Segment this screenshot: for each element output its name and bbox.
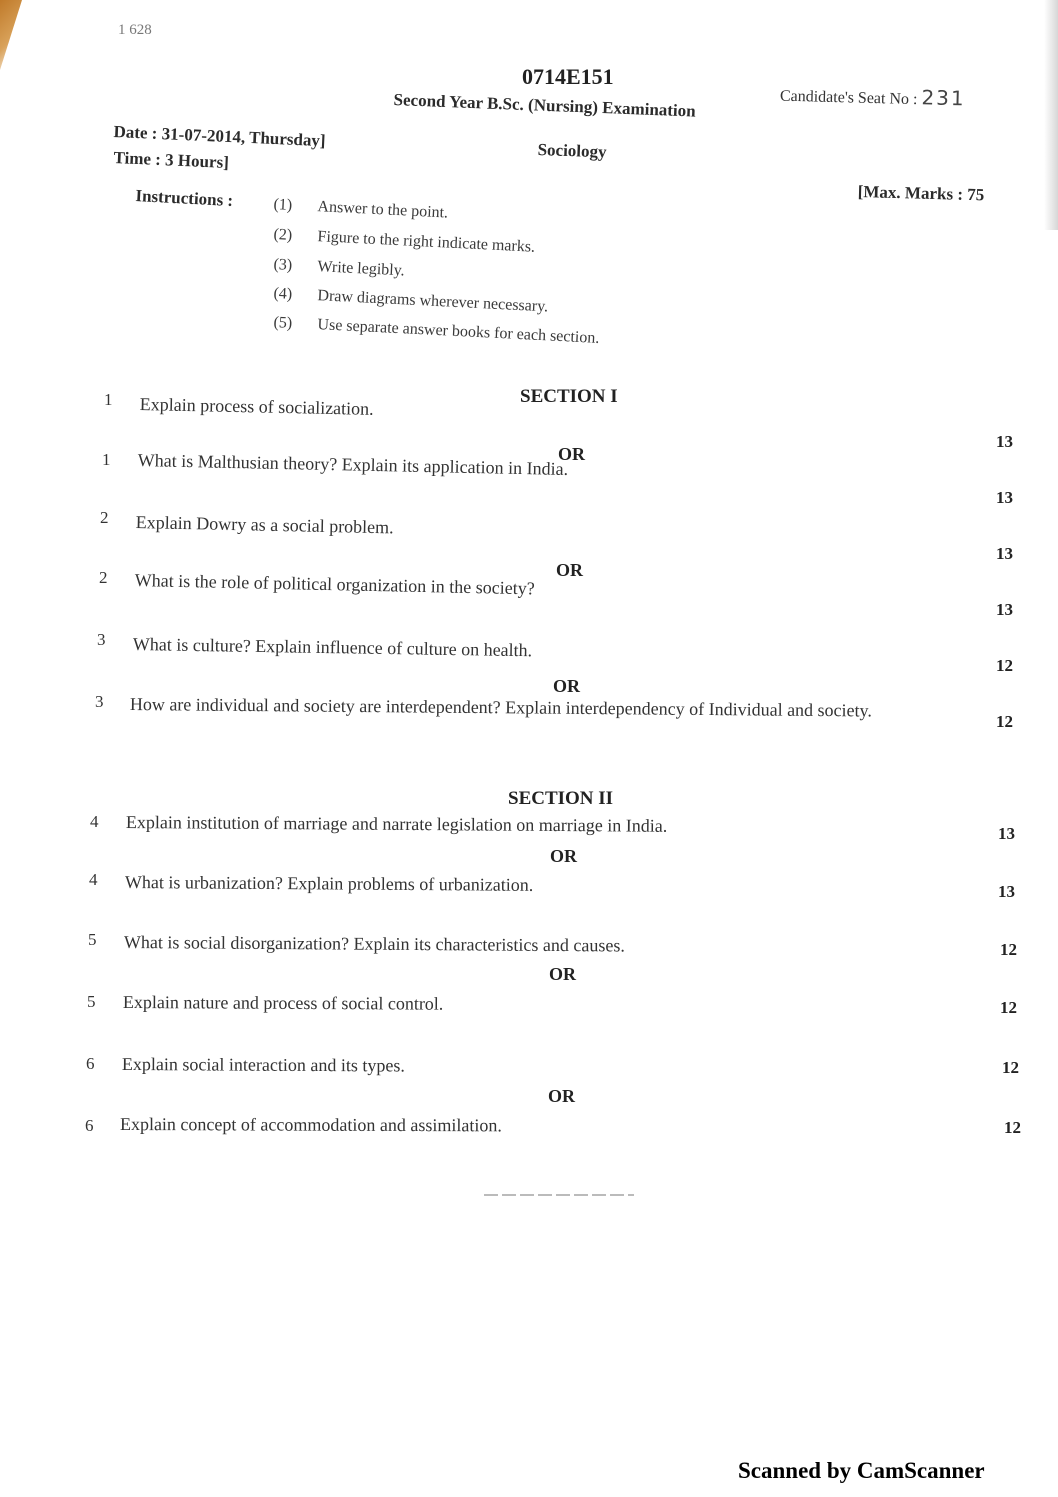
question-number: 3 [97,630,106,649]
question-number: 1 [104,390,113,409]
exam-title: Second Year B.Sc. (Nursing) Examination [393,90,697,121]
instruction-item: (2) Figure to the right indicate marks. [273,226,536,256]
seat-label: Candidate's Seat No : [779,87,918,109]
question-text: Explain process of socialization. [139,394,374,419]
or-separator: OR [549,964,576,984]
or-separator: OR [548,1086,575,1106]
page-corner-shadow [0,0,22,70]
question-number: 6 [85,1116,94,1135]
question-marks: 13 [996,488,1013,507]
section-2-title: SECTION II [508,788,614,809]
question-number: 3 [95,692,104,711]
seat-value: 231 [921,85,967,111]
subject-title: Sociology [537,140,607,162]
or-separator: OR [558,444,585,464]
or-separator: OR [550,846,577,866]
question-number: 1 [102,450,111,469]
question-marks: 13 [998,824,1015,843]
question-number: 2 [100,508,109,527]
question-text: What is urbanization? Explain problems of urbanization. [124,872,534,895]
paper-code: 0714E151 [522,64,614,89]
question-marks: 12 [1000,998,1017,1017]
question-text: What is the role of political organization in the society? [134,570,535,599]
section-1-title: SECTION I [520,386,618,407]
question-text: How are individual and society are interdependent? Explain interdependency of Individual and society. [129,693,873,721]
question-marks: 12 [1004,1118,1021,1137]
question-text: Explain institution of marriage and narrate legislation on marriage in India. [125,812,668,836]
question-number: 2 [99,568,108,587]
question-marks: 12 [996,712,1013,731]
question-marks: 12 [996,656,1013,675]
max-marks: [Max. Marks : 75 [857,182,985,205]
exam-date: Date : 31-07-2014, Thursday] [113,122,326,151]
question-marks: 13 [996,544,1013,563]
scanner-watermark: Scanned by CamScanner [738,1458,985,1483]
instruction-item: (3) Write legibly. [273,256,406,280]
question-marks: 13 [998,882,1015,901]
question-marks: 12 [1000,940,1017,959]
question-text: Explain nature and process of social control. [122,992,444,1014]
question-text: What is Malthusian theory? Explain its application in India. [137,450,569,480]
seat-number [780,82,966,111]
page-edge-shadow [1044,0,1058,230]
question-number: 4 [89,870,98,889]
end-divider [484,1194,634,1196]
question-text: What is culture? Explain influence of culture on health. [132,634,533,661]
question-number: 5 [88,930,97,949]
exam-time: Time : 3 Hours] [113,148,230,173]
instruction-item: (4) Draw diagrams wherever necessary. [273,285,549,316]
question-text: Explain social interaction and its types. [121,1054,405,1076]
question-number: 6 [86,1054,95,1073]
question-number: 5 [87,992,96,1011]
question-number: 4 [90,812,99,831]
question-marks: 13 [996,432,1013,451]
instruction-item: (5) Use separate answer books for each section. [273,314,600,347]
question-marks: 13 [996,600,1013,619]
question-text: What is social disorganization? Explain its characteristics and causes. [123,932,626,956]
instructions-label: Instructions : [135,186,234,211]
question-text: Explain concept of accommodation and assimilation. [119,1114,502,1136]
instruction-item: (1) Answer to the point. [273,196,449,222]
or-separator: OR [556,560,583,580]
page-number: 1 628 [118,22,152,38]
question-text: Explain Dowry as a social problem. [135,512,394,538]
question-marks: 12 [1002,1058,1019,1077]
or-separator: OR [553,676,580,696]
